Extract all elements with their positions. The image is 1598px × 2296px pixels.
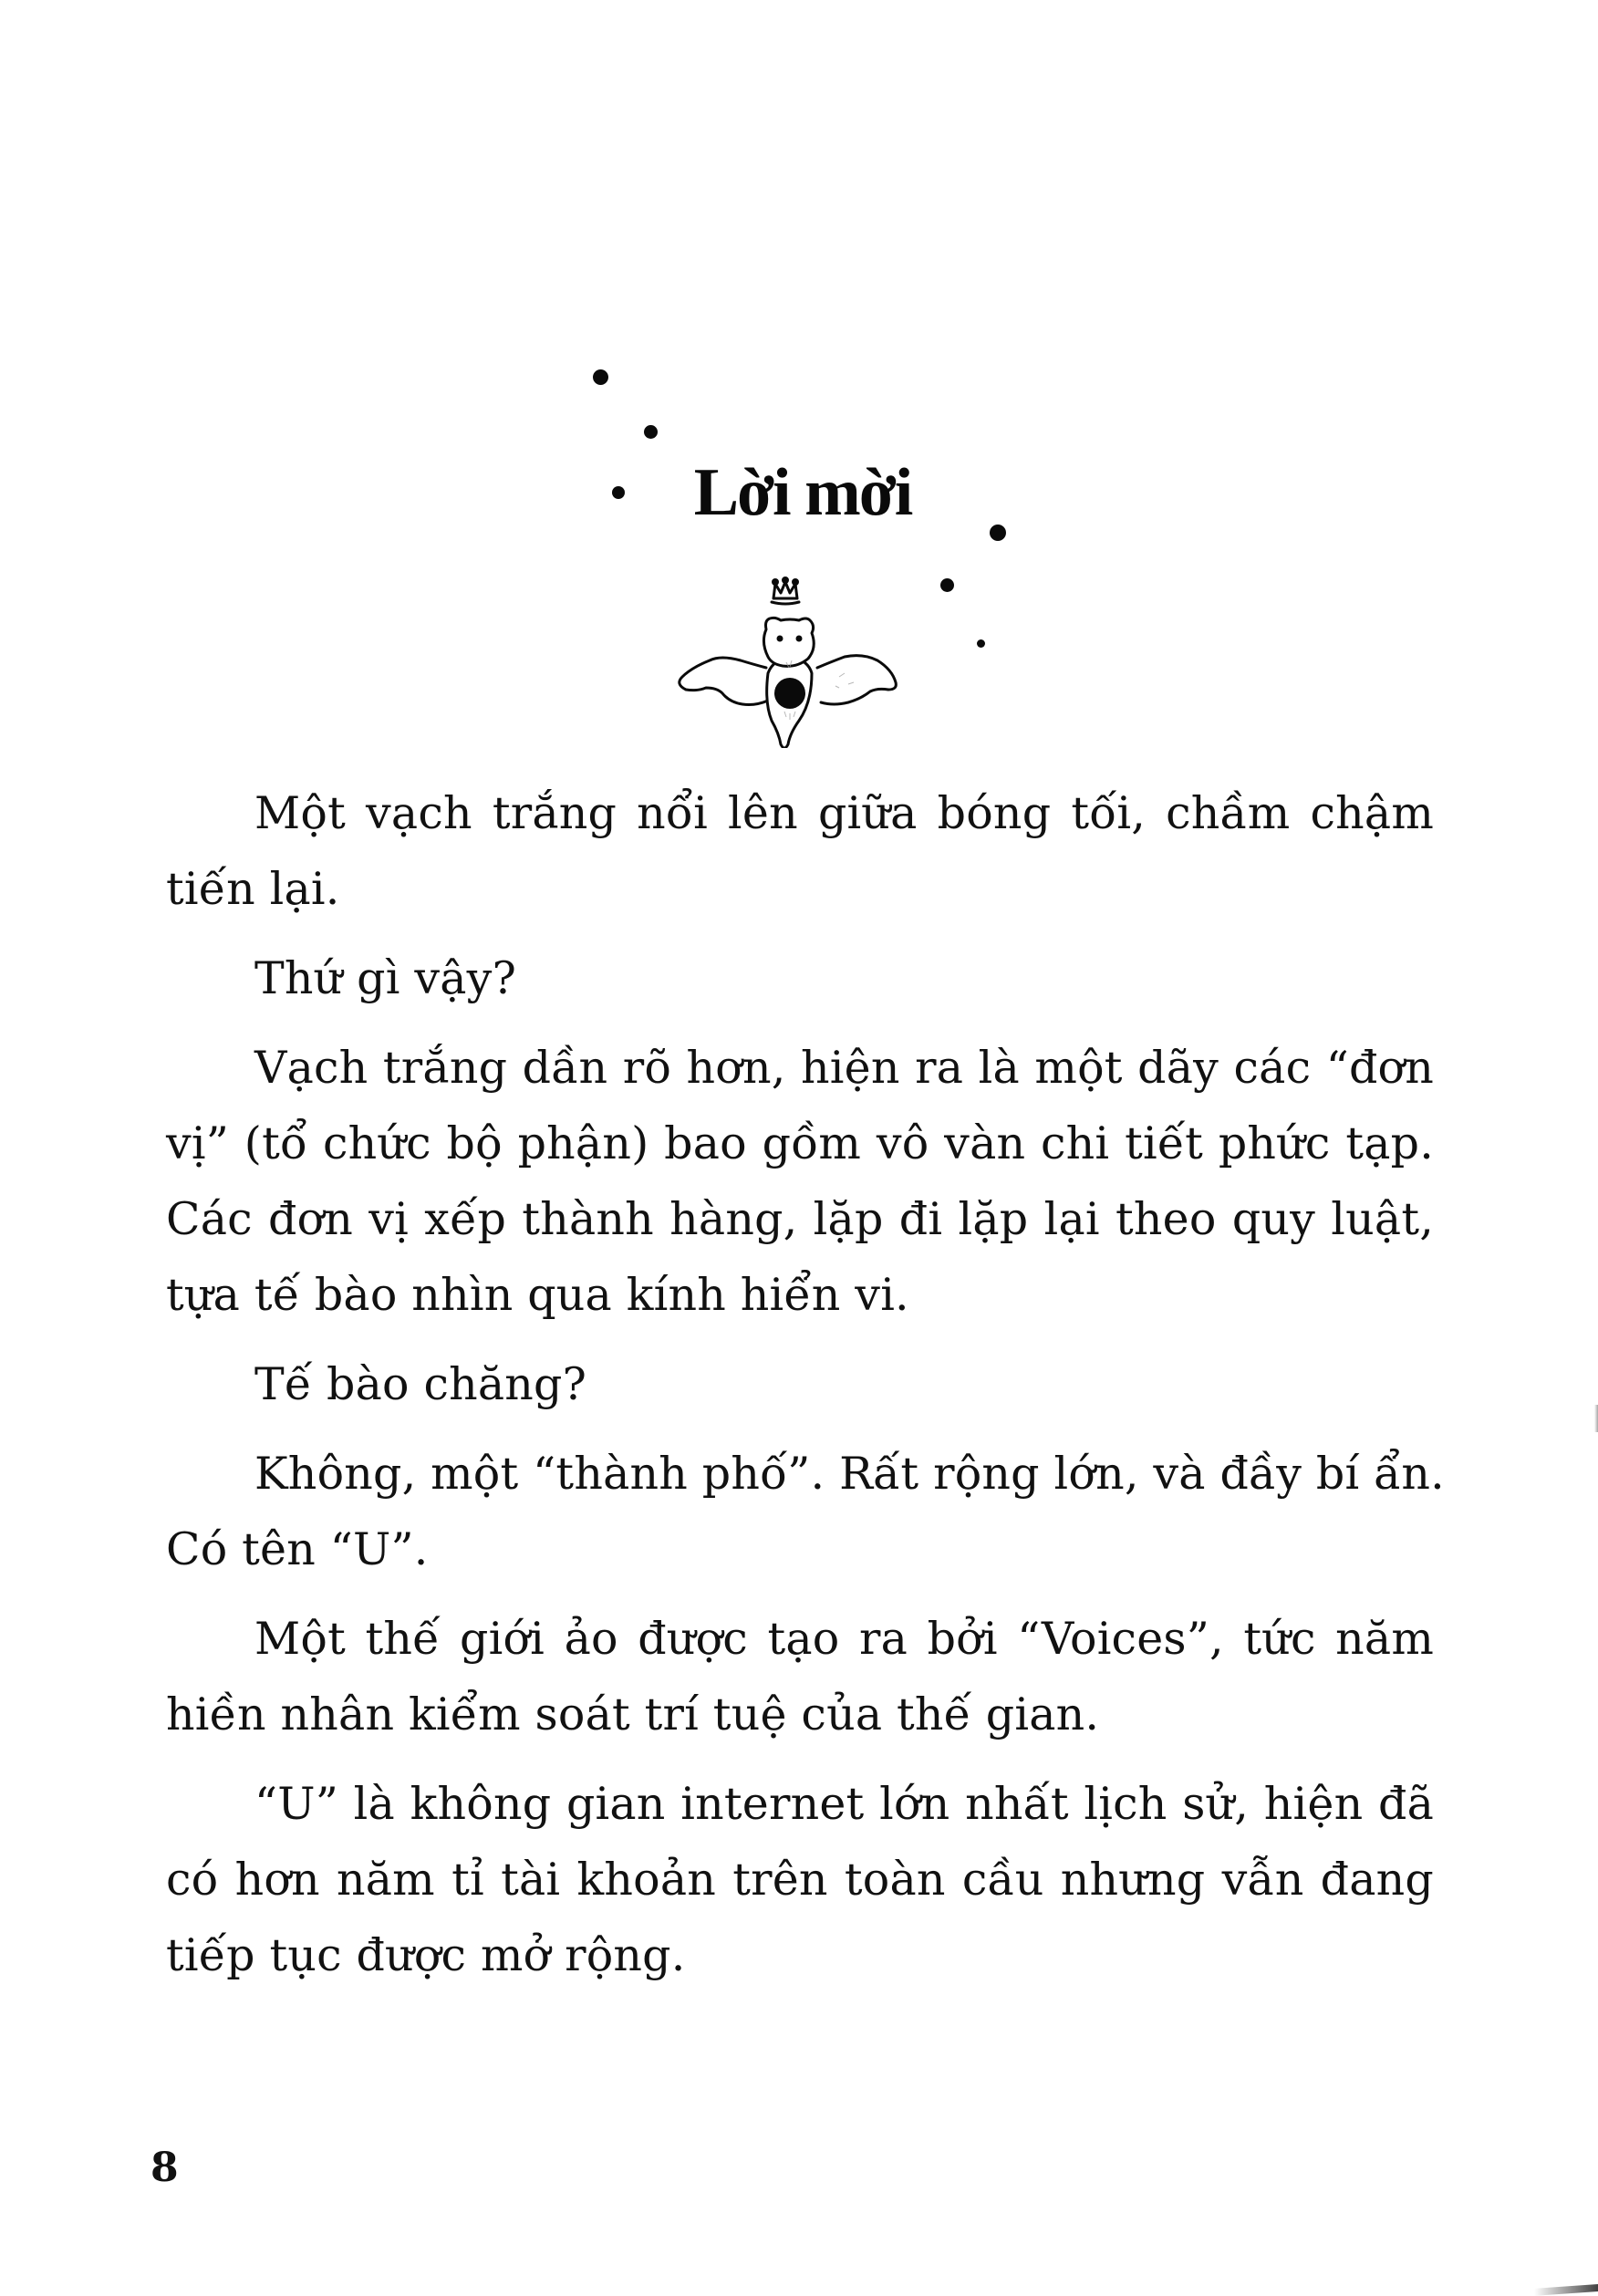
text-line: hiền nhân kiểm soát trí tuệ của thế gian. xyxy=(166,1688,1100,1740)
text-line: Các đơn vị xếp thành hàng, lặp đi lặp lại theo quy luật, xyxy=(166,1193,1434,1245)
scan-edge-mark xyxy=(1594,1405,1598,1432)
star-dot-icon xyxy=(612,486,625,499)
star-dot-icon xyxy=(593,369,608,385)
text-line: “U” là không gian internet lớn nhất lịch sử, hiện đã xyxy=(254,1778,1434,1830)
page-number: 8 xyxy=(150,2145,179,2191)
star-dot-icon xyxy=(990,525,1006,541)
paragraph xyxy=(166,1346,1434,1422)
chapter-title: Lời mời xyxy=(693,455,912,530)
paragraph xyxy=(166,1766,1434,1993)
text-line: vị” (tổ chức bộ phận) bao gồm vô vàn chi tiết phức tạp. xyxy=(166,1117,1434,1169)
text-line: Thứ gì vậy? xyxy=(254,952,517,1004)
paragraph xyxy=(166,1030,1434,1333)
star-dot-icon xyxy=(977,639,985,648)
text-line: Một thế giới ảo được tạo ra bởi “Voices”, tức năm xyxy=(254,1613,1434,1665)
text-line: Một vạch trắng nổi lên giữa bóng tối, chầm chậm xyxy=(254,787,1434,839)
text-line: có hơn năm tỉ tài khoản trên toàn cầu nhưng vẫn đang xyxy=(166,1854,1434,1906)
paragraph xyxy=(166,940,1434,1016)
paragraph xyxy=(166,1601,1434,1752)
text-line: Vạch trắng dần rõ hơn, hiện ra là một dãy các “đơn xyxy=(254,1042,1434,1094)
text-line: tiến lại. xyxy=(166,863,340,915)
text-line: Không, một “thành phố”. Rất rộng lớn, và đầy bí ẩn. xyxy=(254,1448,1445,1500)
text-line: Có tên “U”. xyxy=(166,1523,429,1575)
body-text xyxy=(166,775,1445,2007)
crowned-bat-icon xyxy=(666,566,912,748)
paragraph xyxy=(166,1436,1445,1587)
star-dot-icon xyxy=(644,425,658,439)
paragraph xyxy=(166,775,1434,927)
text-line: tiếp tục được mở rộng. xyxy=(166,1929,686,1981)
text-line: Tế bào chăng? xyxy=(254,1358,587,1410)
text-line: tựa tế bào nhìn qua kính hiển vi. xyxy=(166,1269,909,1321)
scan-corner-smudge xyxy=(1534,2284,1598,2296)
star-dot-icon xyxy=(940,578,954,592)
